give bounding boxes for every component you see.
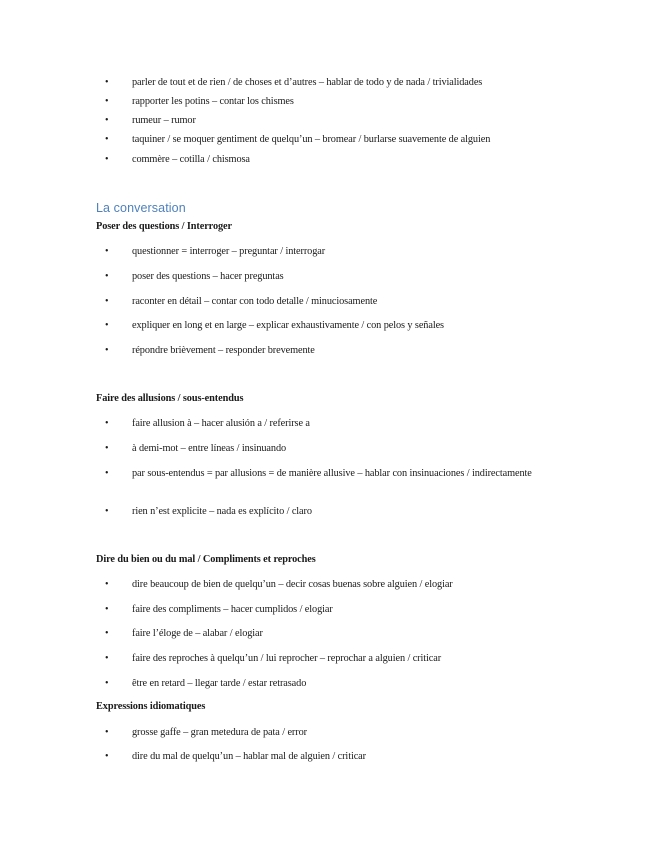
list-item bbox=[105, 133, 545, 146]
bullet: • bbox=[105, 77, 109, 88]
list-item bbox=[105, 627, 545, 640]
list-item bbox=[105, 442, 545, 455]
list-item-text: être en retard – llegar tarde / estar retrasado bbox=[132, 678, 307, 689]
list-item-text: rapporter les potins – contar los chismes bbox=[132, 96, 294, 107]
list-item bbox=[105, 295, 545, 308]
list-item bbox=[105, 652, 545, 665]
section-title: La conversation bbox=[96, 201, 186, 215]
list-item bbox=[105, 417, 545, 430]
list-item bbox=[105, 603, 545, 616]
bullet: • bbox=[105, 134, 109, 145]
subheading-compliments: Dire du bien ou du mal / Compliments et reproches bbox=[96, 554, 316, 565]
bullet: • bbox=[105, 751, 109, 762]
bullet: • bbox=[105, 653, 109, 664]
bullet: • bbox=[105, 154, 109, 165]
list-item-text: grosse gaffe – gran metedura de pata / error bbox=[132, 727, 307, 738]
list-item bbox=[105, 270, 545, 283]
bullet: • bbox=[105, 468, 109, 479]
bullet: • bbox=[105, 246, 109, 257]
list-item bbox=[105, 245, 545, 258]
list-item-text: à demi-mot – entre líneas / insinuando bbox=[132, 443, 287, 454]
list-item bbox=[105, 114, 545, 127]
list-item bbox=[105, 95, 545, 108]
bullet: • bbox=[105, 96, 109, 107]
list-item bbox=[105, 750, 545, 763]
bullet: • bbox=[105, 628, 109, 639]
list-item-text: faire des compliments – hacer cumplidos / elogiar bbox=[132, 604, 333, 615]
subheading-allusions: Faire des allusions / sous-entendus bbox=[96, 393, 244, 404]
list-item-text: dire beaucoup de bien de quelqu’un – decir cosas buenas sobre alguien / elogiar bbox=[132, 579, 453, 590]
list-item bbox=[105, 344, 545, 357]
list-item-text: taquiner / se moquer gentiment de quelqu’un – bromear / burlarse suavemente de alguien bbox=[132, 134, 491, 145]
bullet: • bbox=[105, 271, 109, 282]
bullet: • bbox=[105, 345, 109, 356]
list-item bbox=[105, 153, 545, 166]
list-item-text: par sous-entendus = par allusions = de manière allusive – hablar con insinuaciones / indirectamente bbox=[132, 468, 532, 479]
list-item-text: raconter en détail – contar con todo detalle / minuciosamente bbox=[132, 296, 378, 307]
bullet: • bbox=[105, 678, 109, 689]
list-item bbox=[105, 677, 545, 690]
list-item-text: rumeur – rumor bbox=[132, 115, 196, 126]
list-item-text: répondre brièvement – responder brevemente bbox=[132, 345, 315, 356]
list-item-text: faire allusion à – hacer alusión a / referirse a bbox=[132, 418, 310, 429]
list-item bbox=[105, 726, 545, 739]
bullet: • bbox=[105, 320, 109, 331]
bullet: • bbox=[105, 506, 109, 517]
list-item-text: faire l’éloge de – alabar / elogiar bbox=[132, 628, 263, 639]
list-item-text: dire du mal de quelqu’un – hablar mal de alguien / criticar bbox=[132, 751, 366, 762]
bullet: • bbox=[105, 296, 109, 307]
subheading-questions: Poser des questions / Interroger bbox=[96, 221, 232, 232]
list-item bbox=[105, 76, 545, 89]
list-item bbox=[105, 467, 545, 480]
list-item-text: parler de tout et de rien / de choses et d’autres – hablar de todo y de nada / trivialidades bbox=[132, 77, 483, 88]
list-item bbox=[105, 578, 545, 591]
list-item-text: expliquer en long et en large – explicar exhaustivamente / con pelos y señales bbox=[132, 320, 444, 331]
subheading-idioms: Expressions idiomatiques bbox=[96, 701, 206, 712]
list-item-text: poser des questions – hacer preguntas bbox=[132, 271, 284, 282]
bullet: • bbox=[105, 604, 109, 615]
list-item-text: rien n’est explicite – nada es explícito / claro bbox=[132, 506, 312, 517]
bullet: • bbox=[105, 579, 109, 590]
list-item-text: faire des reproches à quelqu’un / lui reprocher – reprochar a alguien / criticar bbox=[132, 653, 442, 664]
bullet: • bbox=[105, 115, 109, 126]
bullet: • bbox=[105, 727, 109, 738]
bullet: • bbox=[105, 418, 109, 429]
list-item bbox=[105, 505, 545, 518]
list-item-text: commère – cotilla / chismosa bbox=[132, 154, 250, 165]
list-item-text: questionner = interroger – preguntar / interrogar bbox=[132, 246, 326, 257]
list-item bbox=[105, 319, 545, 332]
bullet: • bbox=[105, 443, 109, 454]
